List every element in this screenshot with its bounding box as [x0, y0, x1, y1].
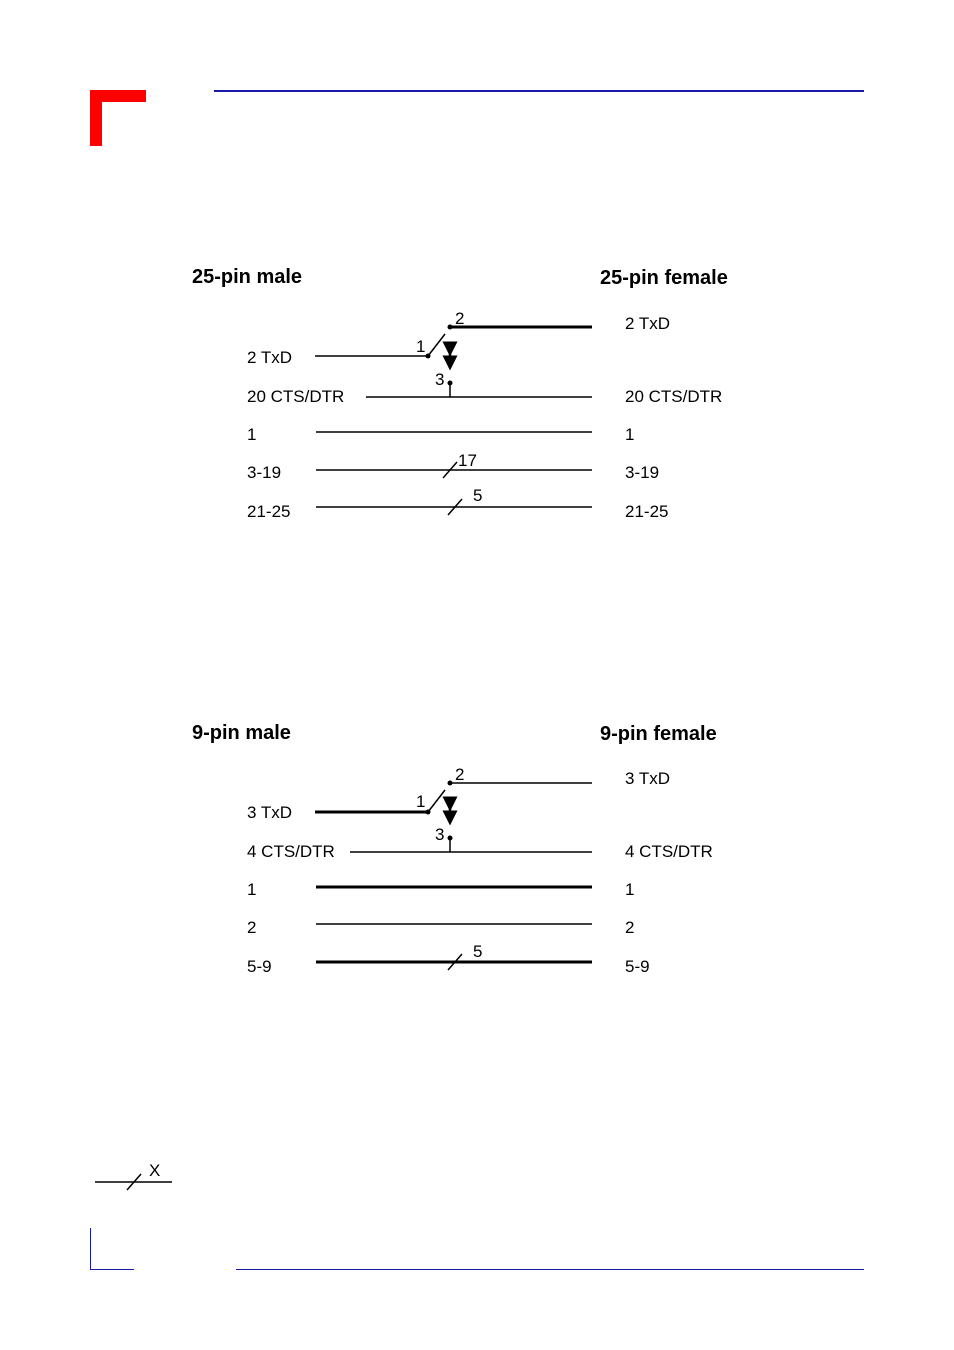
right-label-range-b: 21-25 [625, 502, 669, 521]
wires-9 [315, 783, 592, 970]
left-label-txd: 3 TxD [247, 803, 293, 822]
left-label-cts-dtr: 4 CTS/DTR [247, 842, 335, 861]
left-label-pin2: 2 [247, 918, 257, 937]
switch-upper-label: 2 [455, 765, 465, 784]
contact-1 [426, 354, 431, 359]
contact-2 [448, 325, 453, 330]
right-label-pin1: 1 [625, 880, 635, 899]
switch-lower-label: 3 [435, 825, 445, 844]
bundle-count: 5 [473, 942, 483, 961]
bundle-count-a: 17 [458, 451, 477, 470]
legend-symbol-label: X [149, 1161, 161, 1180]
switch-upper-label: 2 [455, 309, 465, 328]
title-25-female: 25-pin female [600, 267, 728, 289]
switch-pole-label: 1 [416, 337, 426, 356]
contact-1 [426, 810, 431, 815]
contacts-25 [426, 325, 453, 386]
switch-lower-label: 3 [435, 370, 445, 389]
contact-2 [448, 781, 453, 786]
legend-bundle-symbol [95, 1174, 172, 1190]
contact-3 [448, 381, 453, 386]
contact-3 [448, 836, 453, 841]
left-label-cts-dtr: 20 CTS/DTR [247, 387, 345, 406]
right-label-cts-dtr: 4 CTS/DTR [625, 842, 713, 861]
right-label-pin1: 1 [625, 425, 635, 444]
right-label-pin2: 2 [625, 918, 635, 937]
right-label-txd: 3 TxD [625, 769, 671, 788]
right-label-txd: 2 TxD [625, 314, 671, 333]
switch-pole-label: 1 [416, 792, 426, 811]
title-9-female: 9-pin female [600, 723, 717, 745]
switch-arm [428, 334, 445, 356]
left-label-txd: 2 TxD [247, 348, 293, 367]
left-label-range-b: 21-25 [247, 502, 291, 521]
contacts-9 [426, 781, 453, 841]
wires-25 [315, 327, 592, 515]
switch-arm [428, 790, 445, 812]
title-25-male: 25-pin male [192, 266, 303, 288]
right-label-range-a: 3-19 [625, 463, 660, 482]
left-label-pin1: 1 [247, 880, 257, 899]
bundle-count-b: 5 [473, 486, 483, 505]
left-label-range-a: 3-19 [247, 463, 282, 482]
right-label-range: 5-9 [625, 957, 650, 976]
left-label-pin1: 1 [247, 425, 257, 444]
title-9-male: 9-pin male [192, 722, 291, 744]
left-label-range: 5-9 [247, 957, 272, 976]
right-label-cts-dtr: 20 CTS/DTR [625, 387, 723, 406]
